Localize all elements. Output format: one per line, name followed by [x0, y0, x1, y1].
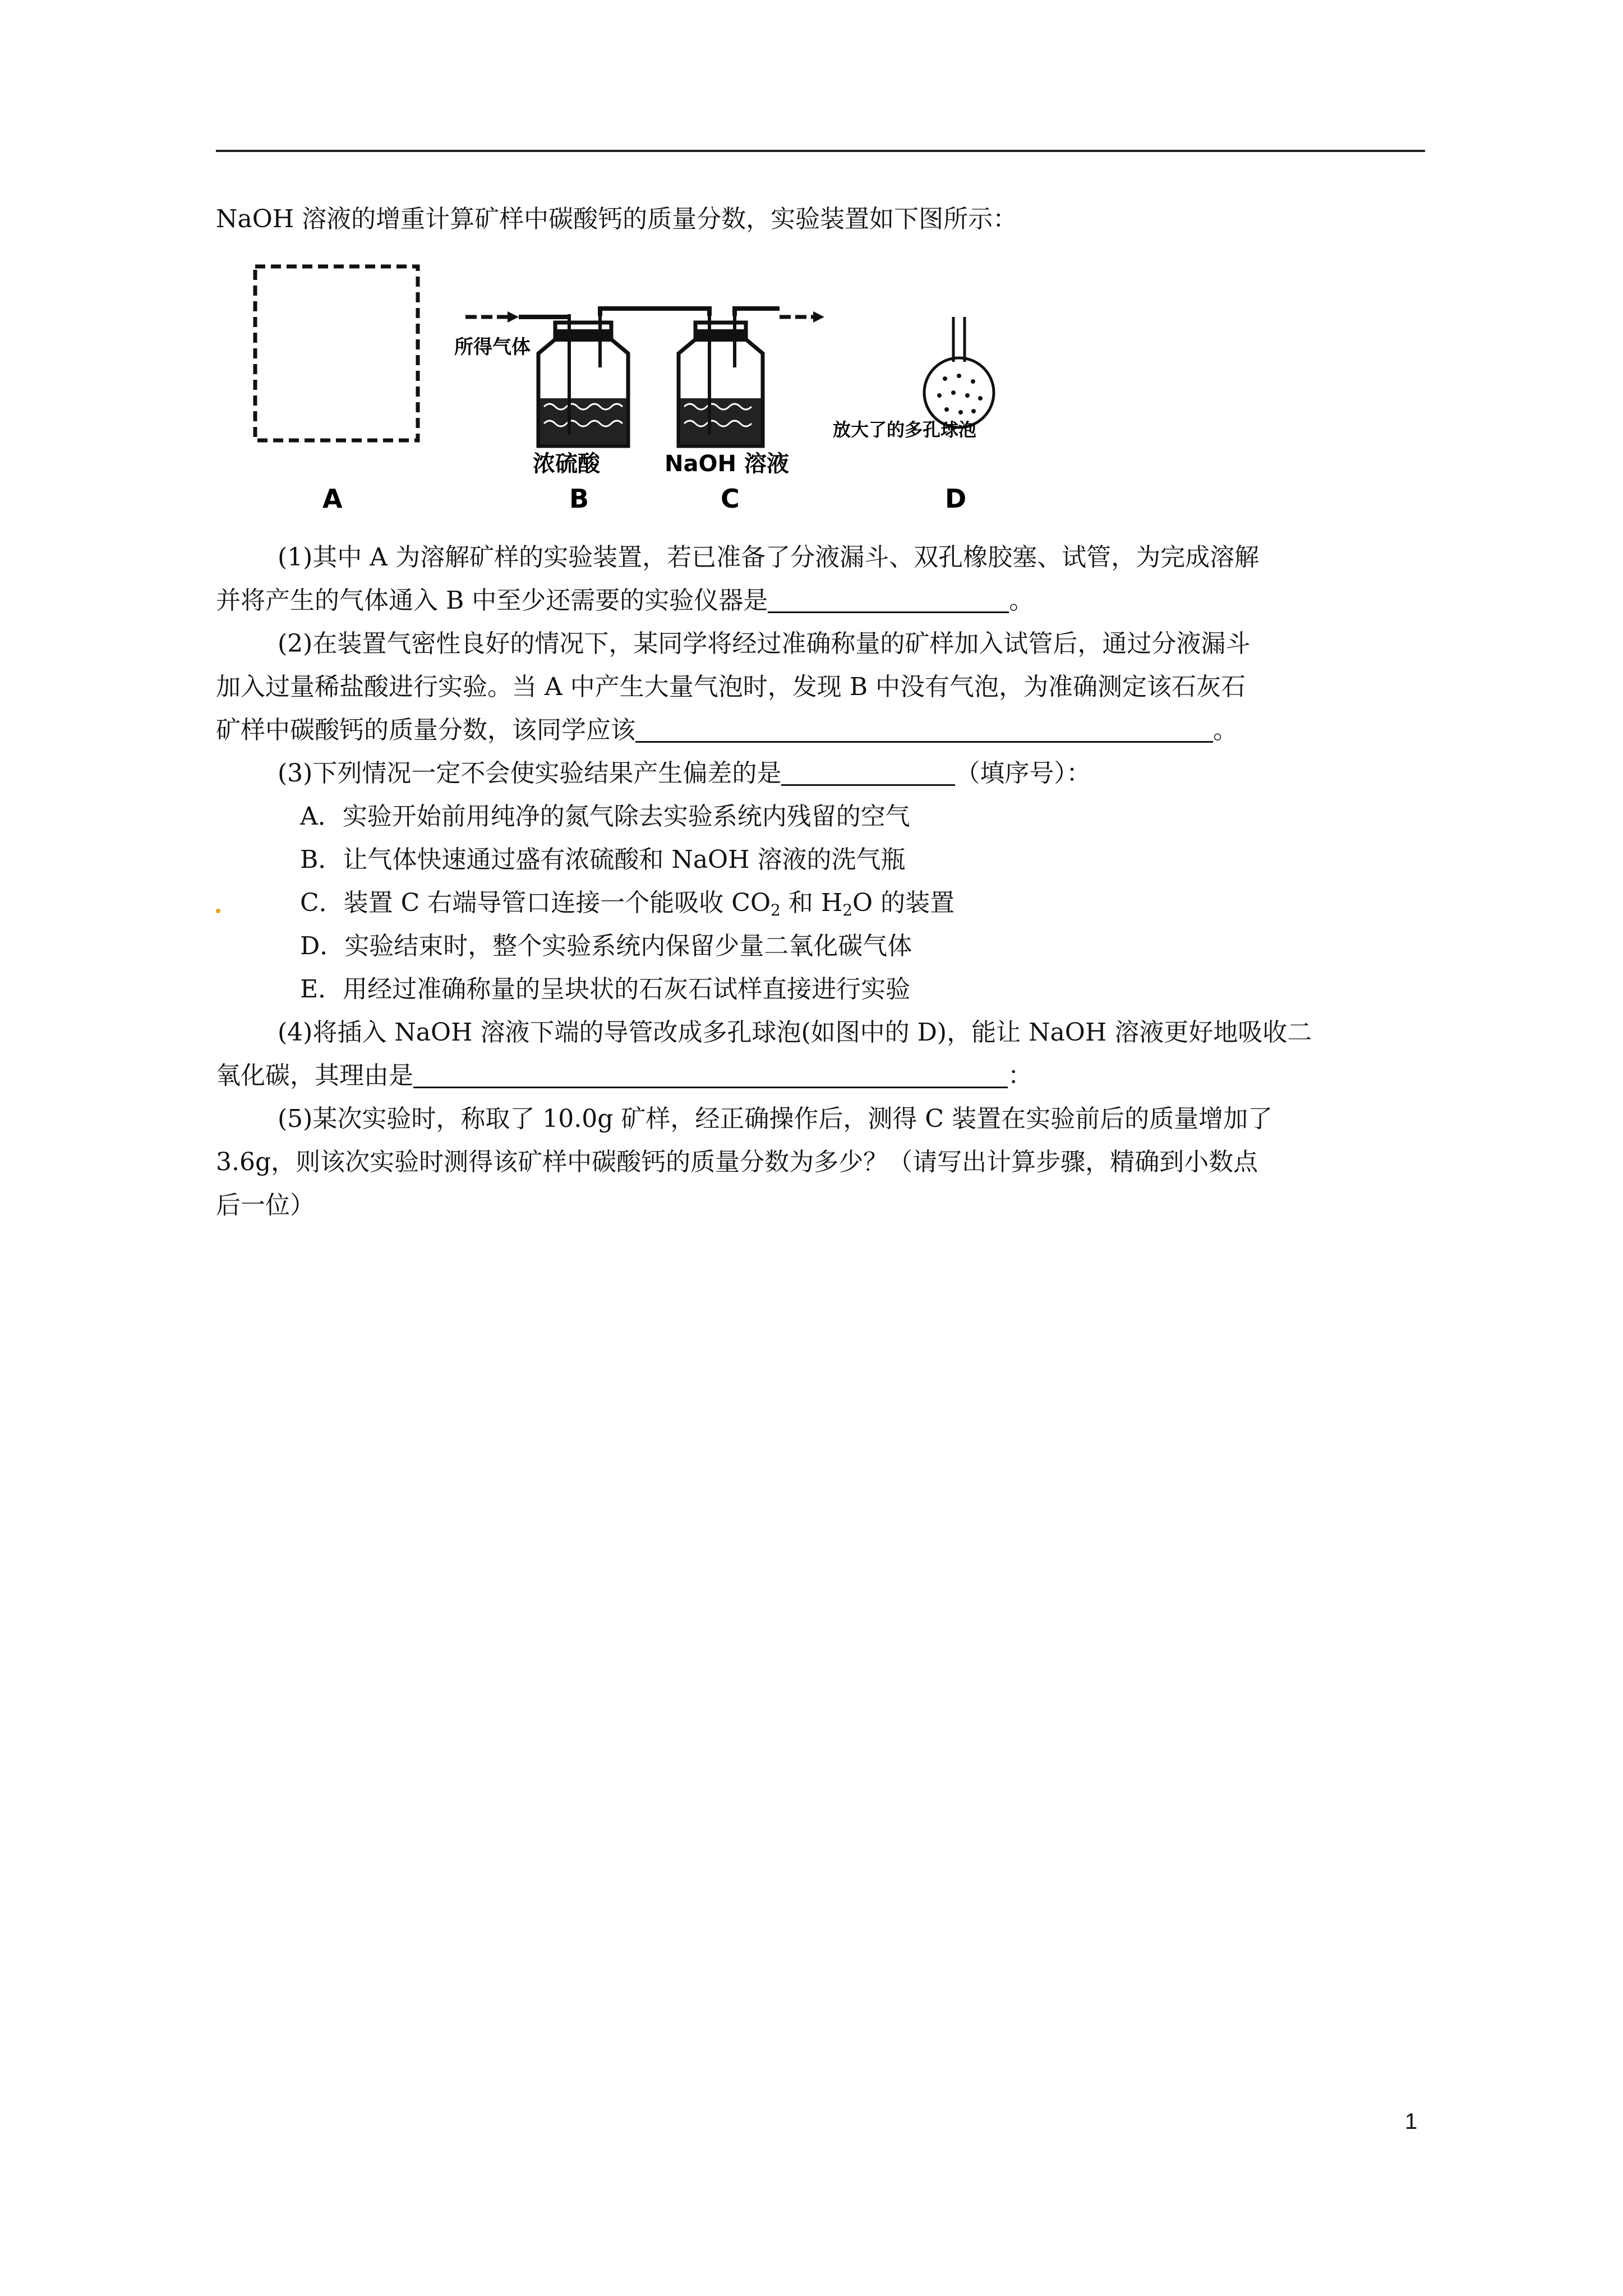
- c-label: NaOH 溶液: [665, 451, 789, 477]
- q4-line2: 氧化碳，其理由是 ：: [216, 1054, 1425, 1097]
- letter-c: C: [721, 484, 740, 514]
- apparatus-figure: [241, 255, 1094, 519]
- q4-answer-blank[interactable]: [413, 1057, 1008, 1088]
- questions: [216, 536, 1425, 1227]
- bottle-b: [538, 314, 628, 446]
- q3-option-a: A．实验开始前用纯净的氮气除去实验系统内残留的空气: [300, 802, 910, 831]
- q3-answer-blank[interactable]: [781, 755, 955, 786]
- b-label: 浓硫酸: [533, 451, 600, 477]
- d-caption: 放大了的多孔球泡: [833, 419, 977, 440]
- q2-line1: (2)在装置气密性良好的情况下，某同学将经过准确称量的矿样加入试管后，通过分液漏斗: [278, 629, 1251, 658]
- q4-line1: (4)将插入 NaOH 溶液下端的导管改成多孔球泡(如图中的 D)，能让 NaOH 溶液更好地吸收二: [278, 1018, 1312, 1047]
- q2-line3: 矿样中碳酸钙的质量分数，该同学应该 。: [216, 708, 1425, 752]
- q1-line2: 并将产生的气体通入 B 中至少还需要的实验仪器是 。: [216, 579, 1425, 622]
- apparatus-a-box: [255, 266, 418, 440]
- intro-text: NaOH 溶液的增重计算矿样中碳酸钙的质量分数，实验装置如下图所示：: [216, 205, 1018, 233]
- q5-line3: 后一位）: [216, 1191, 315, 1220]
- letter-d: D: [945, 484, 967, 514]
- q1-answer-blank[interactable]: [768, 582, 1009, 613]
- q3-option-b: B．让气体快速通过盛有浓硫酸和 NaOH 溶液的洗气瓶: [300, 845, 906, 874]
- page-number: 1: [1405, 2109, 1418, 2134]
- letter-b: B: [569, 484, 589, 514]
- q3-option-d: D．实验结束时，整个实验系统内保留少量二氧化碳气体: [300, 932, 912, 960]
- stray-mark: [216, 909, 220, 913]
- q5-line1: (5)某次实验时，称取了 10.0g 矿样，经正确操作后，测得 C 装置在实验前后的质量增加了: [278, 1105, 1273, 1133]
- bottle-c: [679, 314, 763, 446]
- gas-label: 所得气体: [454, 336, 531, 358]
- q3-stem: (3)下列情况一定不会使实验结果产生偏差的是 （填序号）：: [216, 752, 1425, 795]
- letter-a: A: [322, 484, 343, 514]
- q2-answer-blank[interactable]: [635, 712, 1213, 743]
- q3-option-e: E．用经过准确称量的呈块状的石灰石试样直接进行实验: [300, 975, 911, 1004]
- q1-line1: (1)其中 A 为溶解矿样的实验装置，若已准备了分液漏斗、双孔橡胶塞、试管，为完成溶解: [278, 543, 1260, 572]
- porous-bulb-d: [924, 317, 994, 427]
- q3-option-c: C．装置 C 右端导管口连接一个能吸收 $CO_2$ 和 $H_2O$ 的装置: [300, 889, 955, 919]
- q5-line2: 3.6g，则该次实验时测得该矿样中碳酸钙的质量分数为多少？（请写出计算步骤，精确到小数点: [216, 1148, 1258, 1176]
- header-rule: [216, 150, 1425, 152]
- q2-line2: 加入过量稀盐酸进行实验。当 A 中产生大量气泡时，发现 B 中没有气泡，为准确测定该石灰石: [216, 673, 1246, 701]
